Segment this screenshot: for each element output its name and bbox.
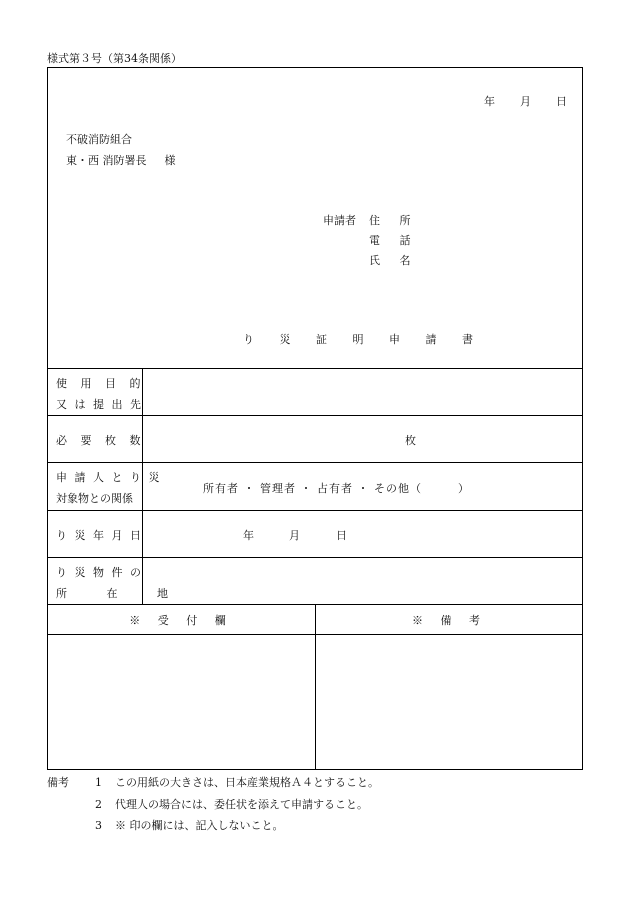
- location-label-line1: り 災 物 件 の: [56, 566, 143, 579]
- disaster-date-year: 年: [243, 529, 254, 542]
- remarks-box: [316, 635, 582, 769]
- document-title: り 災 証 明 申 請 書: [243, 333, 484, 346]
- notes-heading: 備考: [47, 776, 69, 789]
- reception-header: ※ 受 付 欄: [129, 614, 233, 627]
- note-2: [47, 796, 368, 812]
- note-number: 3: [95, 819, 102, 832]
- location-field[interactable]: [143, 558, 582, 604]
- copies-label: 必 要 枚 数: [56, 434, 146, 447]
- applicant-name-label: 氏 名: [369, 254, 419, 267]
- date-year: 年: [484, 95, 495, 108]
- addressee-chief: [66, 152, 176, 168]
- note-number: 2: [95, 798, 102, 811]
- addressee-title: 東・西 消防署長: [66, 154, 147, 167]
- relation-label-line1: 申 請 人 と り 災: [56, 471, 162, 484]
- purpose-label-line2: 又 は 提 出 先: [56, 398, 143, 411]
- applicant-address-label: 住 所: [369, 214, 419, 227]
- disaster-date-field[interactable]: [143, 511, 582, 557]
- relation-options[interactable]: 所有者 ・ 管理者 ・ 占有者 ・ その他（ ）: [203, 482, 470, 495]
- date-month: 月: [520, 95, 531, 108]
- form-number-label: 様式第３号（第34条関係）: [47, 52, 182, 65]
- location-label-line2: 所 在 地: [56, 587, 186, 600]
- reception-box: [48, 635, 315, 769]
- note-text: ※ 印の欄には、記入しないこと。: [115, 819, 284, 832]
- note-1: [47, 774, 379, 790]
- disaster-date-label: り 災 年 月 日: [56, 529, 143, 542]
- note-text: 代理人の場合には、委任状を添えて申請すること。: [115, 798, 368, 811]
- remarks-header: ※ 備 考: [412, 614, 487, 627]
- addressee-organization: 不破消防組合: [66, 133, 132, 146]
- purpose-label-line1: 使 用 目 的: [56, 377, 146, 390]
- date-day: 日: [556, 95, 567, 108]
- addressee-honorific: 様: [164, 154, 176, 167]
- copies-unit: 枚: [405, 434, 416, 447]
- divider-row-2: [47, 462, 583, 463]
- note-number: 1: [95, 776, 102, 789]
- applicant-label: 申請者: [323, 214, 356, 227]
- disaster-date-day: 日: [336, 529, 347, 542]
- note-text: この用紙の大きさは、日本産業規格Ａ４とすること。: [115, 776, 379, 789]
- disaster-date-month: 月: [289, 529, 300, 542]
- relation-label-line2: 対象物との関係: [56, 492, 133, 505]
- copies-field[interactable]: [143, 416, 582, 462]
- applicant-phone-label: 電 話: [369, 234, 419, 247]
- note-3: [47, 817, 284, 833]
- purpose-field[interactable]: [143, 369, 582, 415]
